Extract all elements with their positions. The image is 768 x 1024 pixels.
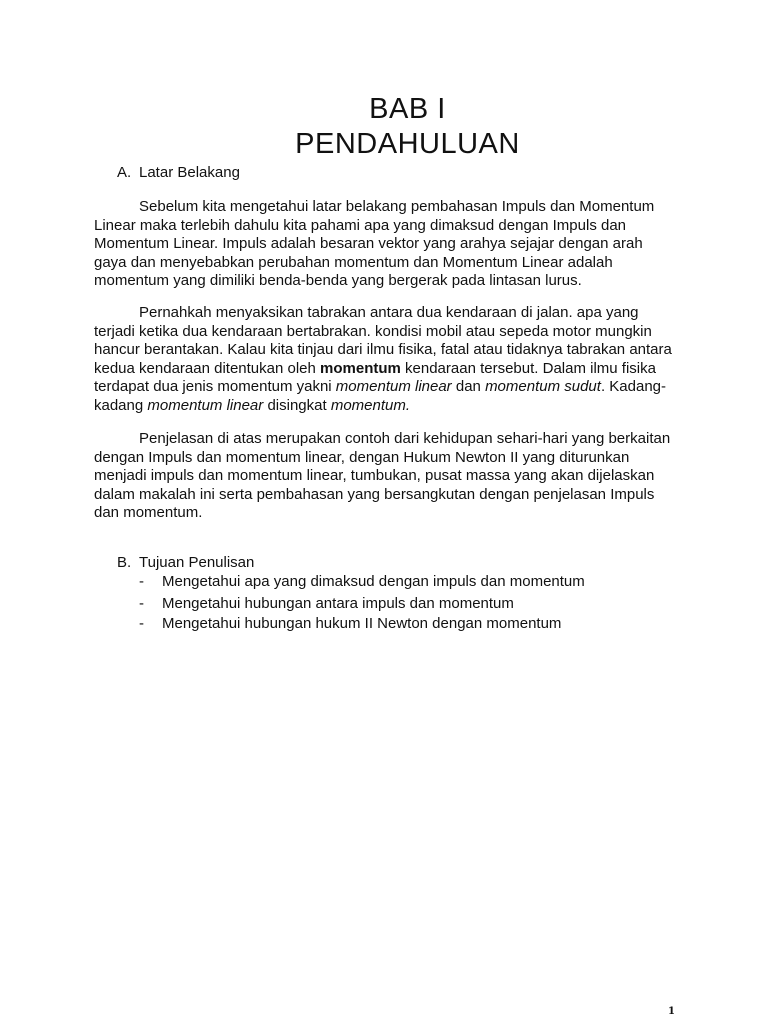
- list-item-text: Mengetahui apa yang dimaksud dengan impuls dan momentum: [162, 573, 585, 590]
- bullet-dash: -: [139, 595, 144, 612]
- list-item: [139, 573, 585, 591]
- page-number: 1: [668, 1006, 675, 1017]
- section-b-heading: [117, 554, 254, 572]
- italic-term: momentum linear: [147, 396, 264, 414]
- bullet-dash: -: [139, 573, 144, 590]
- chapter-number: BAB I: [369, 93, 446, 125]
- italic-term: momentum sudut: [485, 378, 601, 395]
- section-a-heading: [117, 164, 240, 182]
- list-item: [139, 615, 561, 633]
- text-run: dan: [451, 378, 486, 395]
- text-run: disingkat: [263, 396, 331, 414]
- text-run: Sebelum kita mengetahui latar belakang pembahasan Impuls dan Momentum Linear maka terlebih dahulu kita pahami apa yang dimaksud dengan Impuls dan Momentum Linear. Impuls adalah besaran vektor yang arahya sejajar dengan arah gaya dan menyebabkan perubahan momentum dan Momentum Linear adalah momentum yang dimiliki benda-benda yang bergerak pada lintasan lurus.: [94, 198, 655, 289]
- chapter-title: PENDAHULUAN: [295, 128, 520, 160]
- text-run: Penjelasan di atas merupakan contoh dari kehidupan sehari-hari yang berkaitan dengan Impuls dan momentum linear, dengan Hukum Newton II yang diturunkan menjadi impuls dan momentum linear, tumbukan, pusat massa yang akan dijelaskan dalam makalah ini serta pembahasan yang bersangkutan dengan penjelasan Impuls dan momentum.: [94, 430, 671, 521]
- bullet-dash: -: [139, 615, 144, 632]
- section-a-marker: A.: [117, 164, 132, 181]
- text-run: kendaraan tersebut. Dalam ilmu fisika terdapat dua jenis momentum yakni: [94, 359, 656, 395]
- section-b-title: Tujuan Penulisan: [139, 554, 255, 571]
- section-b-marker: B.: [117, 554, 132, 571]
- italic-term: momentum linear: [335, 378, 452, 395]
- bold-term: momentum: [320, 359, 401, 377]
- list-item: [139, 595, 514, 613]
- paragraph-1: [94, 198, 679, 291]
- paragraph-2: [94, 304, 679, 415]
- paragraph-3: [94, 430, 679, 523]
- text-run: Pernahkah menyaksikan tabrakan antara dua kendaraan di jalan. apa yang terjadi ketika dua kendaraan bertabrakan. kondisi mobil atau sepeda motor mungkin hancur berantakan. Kalau kita tinjau dari ilmu fisika, fatal atau tidaknya tabrakan antara kedua kendaraan ditentukan oleh: [94, 304, 672, 377]
- section-a-title: Latar Belakang: [139, 164, 240, 181]
- text-run: . Kadang-kadang: [94, 378, 666, 414]
- italic-term: momentum.: [330, 396, 411, 414]
- list-item-text: Mengetahui hubungan antara impuls dan momentum: [162, 595, 514, 612]
- list-item-text: Mengetahui hubungan hukum II Newton dengan momentum: [162, 615, 562, 632]
